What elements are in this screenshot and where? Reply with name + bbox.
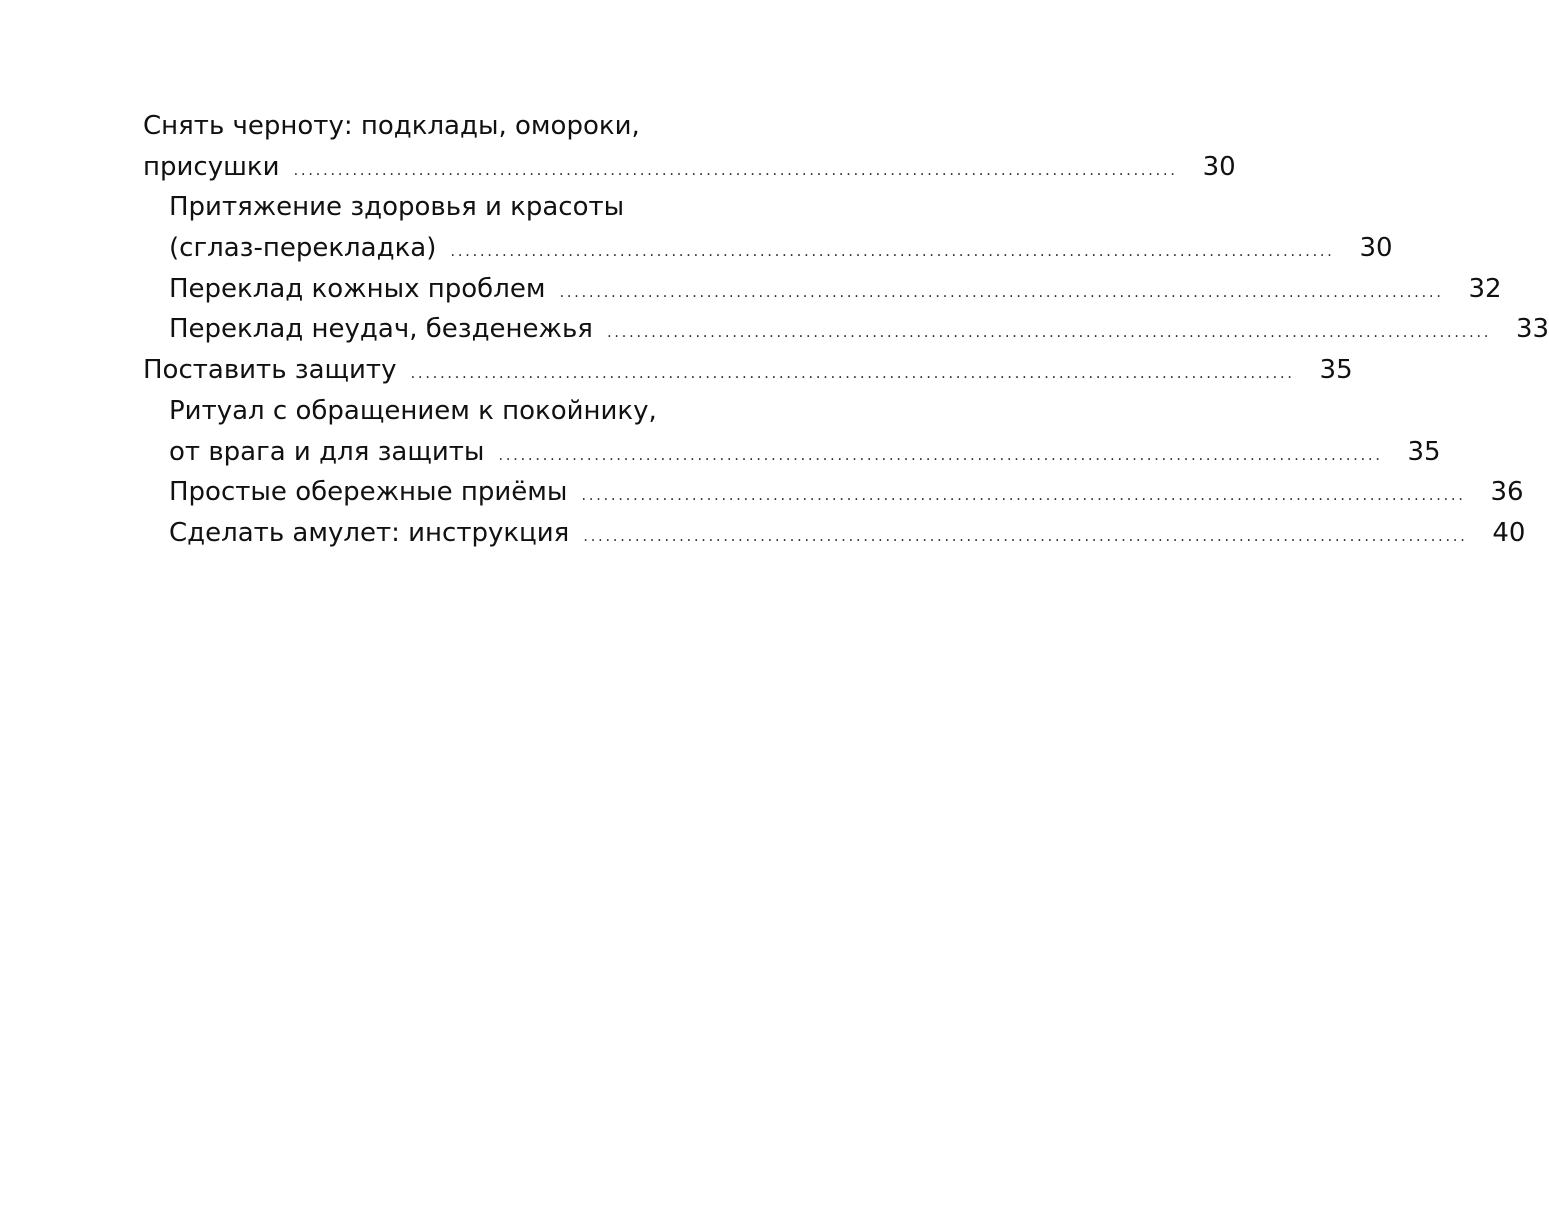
dot-leader: ........................................................................................................................: [410, 364, 1295, 383]
toc-page-number: 30: [1359, 233, 1393, 264]
toc-entry-title-line: от врага и для защиты: [169, 436, 485, 467]
toc-subentry[interactable]: [143, 187, 1393, 268]
toc-entry-title-line: Снять черноту: подклады, омороки,: [143, 111, 640, 141]
dot-leader: ........................................................................................................................: [450, 242, 1335, 261]
toc-entry-title-line: Переклад неудач, безденежья: [169, 314, 593, 345]
toc-page-number: 30: [1202, 151, 1236, 182]
toc-entry-title-line: (сглаз-перекладка): [169, 233, 437, 264]
toc-page-number: 35: [1319, 355, 1353, 386]
dot-leader: ........................................................................................................................: [606, 323, 1492, 342]
toc-entry-title-line: Сделать амулет: инструкция: [169, 517, 570, 548]
toc-entry-title-line: присушки: [143, 151, 280, 182]
toc-entry-title-line: Притяжение здоровья и красоты: [169, 192, 625, 223]
table-of-contents: [143, 106, 1549, 554]
dot-leader: ........................................................................................................................: [559, 282, 1444, 301]
toc-subentry[interactable]: [143, 309, 1549, 350]
toc-entry-title-line: Ритуал с обращением к покойнику,: [169, 395, 657, 426]
dot-leader: ........................................................................................................................: [583, 526, 1468, 545]
toc-subentry[interactable]: [143, 472, 1524, 513]
toc-page-number: 40: [1492, 517, 1526, 548]
toc-subentry[interactable]: [143, 269, 1502, 310]
toc-subentry[interactable]: [143, 391, 1441, 472]
toc-page-number: 36: [1490, 477, 1524, 508]
dot-leader: ........................................................................................................................: [498, 445, 1383, 464]
toc-entry[interactable]: [143, 106, 1236, 187]
toc-page-number: 33: [1516, 314, 1549, 345]
dot-leader: ........................................................................................................................: [293, 160, 1178, 179]
toc-entry-title-line: Простые обережные приёмы: [169, 477, 568, 508]
toc-subentry[interactable]: [143, 513, 1526, 554]
dot-leader: ........................................................................................................................: [581, 486, 1466, 505]
toc-entry-title-line: Поставить защиту: [143, 355, 397, 386]
toc-page-number: 32: [1468, 273, 1502, 304]
toc-entry-title-line: Переклад кожных проблем: [169, 273, 546, 304]
toc-page-number: 35: [1407, 436, 1441, 467]
toc-entry[interactable]: [143, 350, 1353, 391]
